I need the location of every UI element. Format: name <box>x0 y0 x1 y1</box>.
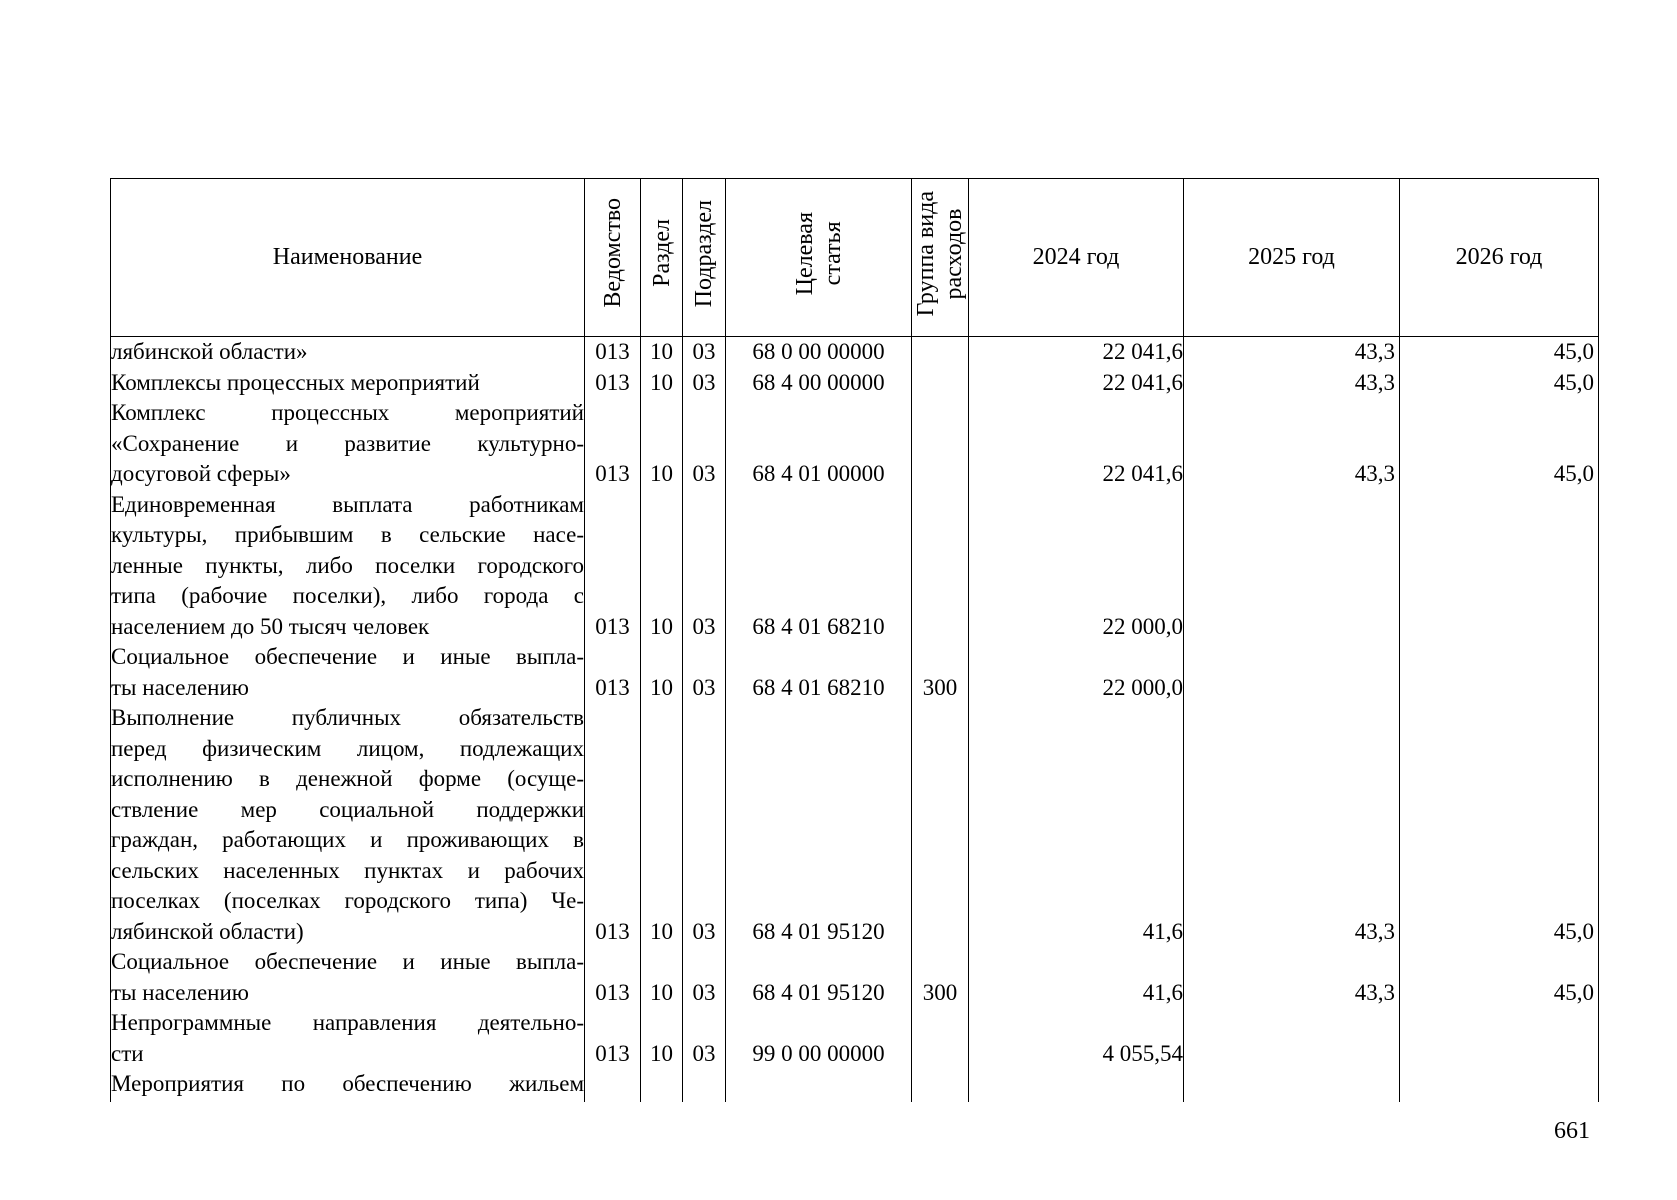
row-name-line: населением до 50 тысяч человек <box>111 613 430 639</box>
row-celevaya-statya: 68 4 01 68210 <box>726 642 912 703</box>
row-name-line: «Сохранение и развитие культурно- <box>111 430 584 456</box>
row-name-line: культуры, прибывшим в сельские насе- <box>111 522 584 547</box>
row-vedomstvo: 013 <box>585 398 641 490</box>
row-name-line: ленные пункты, либо поселки городского <box>111 552 584 578</box>
table-header-row <box>111 179 1599 337</box>
row-name-line: Комплекс процессных мероприятий <box>111 400 584 425</box>
row-gruppa-vida-rashodov <box>912 368 969 399</box>
header-celevaya-statya: Целевая статья <box>726 179 912 337</box>
table-row <box>111 398 1599 490</box>
row-amount-2024: 22 000,0 <box>969 490 1184 643</box>
row-amount-2026 <box>1400 1069 1599 1102</box>
row-name <box>111 703 585 947</box>
row-name <box>111 1008 585 1069</box>
row-name-line: Социальное обеспечение и иные выпла- <box>111 949 584 974</box>
row-gruppa-vida-rashodov <box>912 1069 969 1102</box>
header-razdel: Раздел <box>641 179 683 337</box>
row-celevaya-statya: 68 0 00 00000 <box>726 337 912 368</box>
row-podrazdel: 03 <box>683 398 726 490</box>
row-celevaya-statya: 68 4 01 00000 <box>726 398 912 490</box>
row-razdel: 10 <box>641 703 683 947</box>
row-amount-2026: 45,0 <box>1400 947 1599 1008</box>
row-amount-2025: 43,3 <box>1184 368 1400 399</box>
header-2025: 2025 год <box>1184 179 1400 337</box>
row-vedomstvo: 013 <box>585 490 641 643</box>
header-2024: 2024 год <box>969 179 1184 337</box>
row-name-line: сти <box>111 1040 144 1066</box>
header-2026: 2026 год <box>1400 179 1599 337</box>
row-gruppa-vida-rashodov <box>912 703 969 947</box>
row-razdel: 10 <box>641 1008 683 1069</box>
row-amount-2025 <box>1184 490 1400 643</box>
row-razdel: 10 <box>641 947 683 1008</box>
row-gruppa-vida-rashodov <box>912 337 969 368</box>
row-vedomstvo: 013 <box>585 947 641 1008</box>
row-celevaya-statya: 68 4 01 95120 <box>726 947 912 1008</box>
row-gruppa-vida-rashodov <box>912 1008 969 1069</box>
row-razdel: 10 <box>641 337 683 368</box>
row-gruppa-vida-rashodov <box>912 490 969 643</box>
table-row <box>111 703 1599 947</box>
row-amount-2024 <box>969 1069 1184 1102</box>
page-number: 661 <box>1554 1118 1590 1144</box>
row-podrazdel: 03 <box>683 368 726 399</box>
table-row <box>111 642 1599 703</box>
row-name-line: лябинской области» <box>111 339 308 364</box>
row-name <box>111 398 585 490</box>
table-body <box>111 337 1599 1103</box>
row-amount-2026: 45,0 <box>1400 368 1599 399</box>
table-row <box>111 368 1599 399</box>
row-podrazdel: 03 <box>683 490 726 643</box>
header-name: Наименование <box>111 179 585 337</box>
row-amount-2026: 45,0 <box>1400 337 1599 368</box>
row-name <box>111 642 585 703</box>
table-row <box>111 1008 1599 1069</box>
row-amount-2025 <box>1184 1008 1400 1069</box>
row-podrazdel: 03 <box>683 1008 726 1069</box>
row-celevaya-statya: 68 4 01 95120 <box>726 703 912 947</box>
row-name-line: граждан, работающих и проживающих в <box>111 827 584 852</box>
header-podrazdel: Подраздел <box>683 179 726 337</box>
row-amount-2026 <box>1400 490 1599 643</box>
row-gruppa-vida-rashodov: 300 <box>912 642 969 703</box>
row-name-line: Единовременная выплата работникам <box>111 491 584 517</box>
row-name-line: поселках (поселках городского типа) Че- <box>111 888 584 913</box>
row-podrazdel: 03 <box>683 947 726 1008</box>
table-row <box>111 337 1599 368</box>
row-name-line: Выполнение публичных обязательств <box>111 705 584 730</box>
row-name-line: Мероприятия по обеспечению жильем <box>111 1071 584 1096</box>
row-name-line: ствление мер социальной поддержки <box>111 796 584 822</box>
row-celevaya-statya: 99 0 00 00000 <box>726 1008 912 1069</box>
row-name-line: исполнению в денежной форме (осуще- <box>111 766 584 791</box>
row-razdel: 10 <box>641 642 683 703</box>
row-celevaya-statya <box>726 1069 912 1102</box>
row-razdel <box>641 1069 683 1102</box>
row-name-line: ты населению <box>111 979 249 1005</box>
row-vedomstvo: 013 <box>585 703 641 947</box>
row-amount-2024: 22 000,0 <box>969 642 1184 703</box>
header-vedomstvo: Ведомство <box>585 179 641 337</box>
row-name-line: досуговой сферы» <box>111 461 291 486</box>
row-podrazdel <box>683 1069 726 1102</box>
row-gruppa-vida-rashodov: 300 <box>912 947 969 1008</box>
row-name <box>111 337 585 368</box>
row-amount-2025: 43,3 <box>1184 947 1400 1008</box>
row-podrazdel: 03 <box>683 337 726 368</box>
row-name-line: Комплексы процессных мероприятий <box>111 369 480 395</box>
row-name <box>111 1069 585 1102</box>
row-amount-2024: 41,6 <box>969 947 1184 1008</box>
row-name-line: Непрограммные направления деятельно- <box>111 1010 584 1035</box>
row-podrazdel: 03 <box>683 642 726 703</box>
row-amount-2024: 22 041,6 <box>969 337 1184 368</box>
row-name <box>111 490 585 643</box>
row-amount-2025: 43,3 <box>1184 337 1400 368</box>
row-amount-2024: 22 041,6 <box>969 398 1184 490</box>
row-vedomstvo <box>585 1069 641 1102</box>
row-name-line: типа (рабочие поселки), либо города с <box>111 583 584 608</box>
row-celevaya-statya: 68 4 00 00000 <box>726 368 912 399</box>
row-name-line: сельских населенных пунктах и рабочих <box>111 857 584 883</box>
row-amount-2024: 41,6 <box>969 703 1184 947</box>
row-gruppa-vida-rashodov <box>912 398 969 490</box>
row-name <box>111 947 585 1008</box>
row-razdel: 10 <box>641 368 683 399</box>
row-vedomstvo: 013 <box>585 337 641 368</box>
row-amount-2026 <box>1400 1008 1599 1069</box>
row-amount-2025 <box>1184 1069 1400 1102</box>
row-amount-2025 <box>1184 642 1400 703</box>
row-amount-2026: 45,0 <box>1400 703 1599 947</box>
row-name-line: Социальное обеспечение и иные выпла- <box>111 644 584 669</box>
row-razdel: 10 <box>641 490 683 643</box>
row-celevaya-statya: 68 4 01 68210 <box>726 490 912 643</box>
row-name-line: перед физическим лицом, подлежащих <box>111 735 584 761</box>
row-razdel: 10 <box>641 398 683 490</box>
budget-table <box>110 178 1599 1102</box>
row-vedomstvo: 013 <box>585 1008 641 1069</box>
row-amount-2026 <box>1400 642 1599 703</box>
row-amount-2024: 4 055,54 <box>969 1008 1184 1069</box>
row-amount-2025: 43,3 <box>1184 398 1400 490</box>
table-row <box>111 490 1599 643</box>
row-vedomstvo: 013 <box>585 642 641 703</box>
row-name-line: ты населению <box>111 674 249 700</box>
row-amount-2025: 43,3 <box>1184 703 1400 947</box>
header-gruppa-vida-rashodov: Группа вида расходов <box>912 179 969 337</box>
row-amount-2026: 45,0 <box>1400 398 1599 490</box>
row-amount-2024: 22 041,6 <box>969 368 1184 399</box>
row-name <box>111 368 585 399</box>
table-row <box>111 947 1599 1008</box>
table-row <box>111 1069 1599 1102</box>
row-podrazdel: 03 <box>683 703 726 947</box>
row-name-line: лябинской области) <box>111 918 304 944</box>
row-vedomstvo: 013 <box>585 368 641 399</box>
